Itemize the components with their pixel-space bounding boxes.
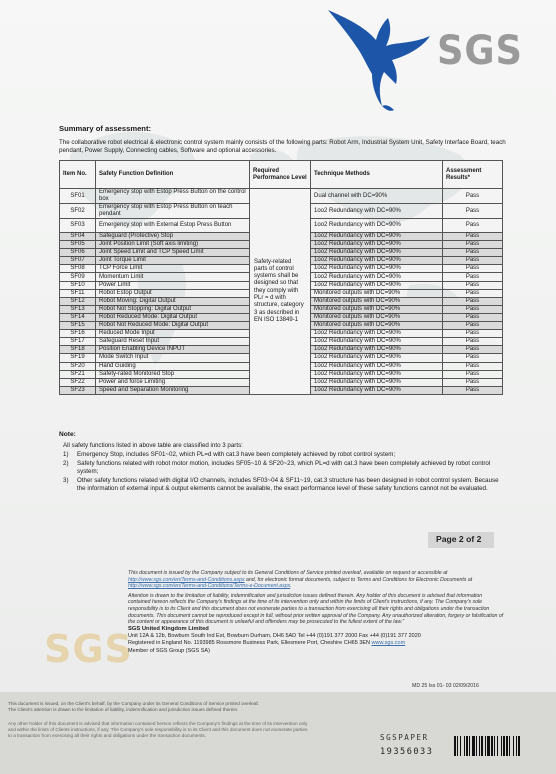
definition-cell: Safety-rated Monitored Stop	[96, 370, 250, 378]
header-definition: Safety Function Definition	[96, 161, 250, 189]
item-number-cell: SF13	[60, 305, 96, 313]
definition-cell: Safeguard (Protective) Stop	[96, 233, 250, 241]
item-number-cell: SF02	[60, 204, 96, 219]
result-cell: Pass	[443, 265, 503, 273]
barcode-bar	[509, 736, 510, 756]
method-cell: Monitored outputs with DC=90%	[311, 289, 443, 297]
summary-title: Summary of assessment:	[59, 124, 152, 133]
note-item-number: 2)	[63, 460, 69, 467]
company-registration	[128, 640, 508, 647]
intro-paragraph: The collaborative robot electrical & electronic control system mainly consists of the following parts: Robot Arm, Industrial System Unit, Safety Interface Board, teach pendant, Power Supply, Connecting cables, Software and optional accessories.	[59, 139, 506, 154]
definition-cell: Emergency stop with Estop Press Button on teach pendant	[96, 204, 250, 219]
result-cell: Pass	[443, 338, 503, 346]
page-number-box	[428, 532, 494, 548]
definition-cell: Emergency stop with External Estop Press Button	[96, 219, 250, 233]
barcode-bar	[513, 736, 514, 756]
method-cell: 1oo2 Redundancy with DC=90%	[311, 346, 443, 354]
method-cell: 1oo2 Redundancy with DC=90%	[311, 241, 443, 249]
definition-cell: Power and force Limiting	[96, 378, 250, 386]
note-item	[63, 460, 508, 476]
barcode-bar	[485, 736, 486, 756]
method-cell: Monitored outputs with DC=90%	[311, 322, 443, 330]
item-number-cell: SF22	[60, 378, 96, 386]
header-level: Required Performance Level	[250, 161, 311, 189]
definition-cell: Joint Torque Limit	[96, 257, 250, 265]
method-cell: 1oo2 Redundancy with DC=90%	[311, 338, 443, 346]
item-number-cell: SF15	[60, 322, 96, 330]
barcode-bar	[491, 736, 493, 756]
eagle-icon	[326, 2, 436, 114]
serial-number: 19356033	[380, 747, 434, 757]
header-item-no: Item No.	[60, 161, 96, 189]
definition-cell: Reduced Mode Input	[96, 330, 250, 338]
definition-cell: Momentum Limit	[96, 273, 250, 281]
item-number-cell: SF07	[60, 257, 96, 265]
method-cell: Dual channel with DC=90%	[311, 189, 443, 204]
result-cell: Pass	[443, 370, 503, 378]
performance-level-cell: Safety-related parts of control systems shall be designed so that they comply with PLr = d with structure, category 3 as described in EN ISO 13849-1	[250, 189, 311, 395]
result-cell: Pass	[443, 322, 503, 330]
definition-cell: Robot Estop Output	[96, 289, 250, 297]
document-reference: MD 25 Iss 01- 03 02/09/2016	[412, 683, 479, 689]
result-cell: Pass	[443, 281, 503, 289]
item-number-cell: SF18	[60, 346, 96, 354]
result-cell: Pass	[443, 249, 503, 257]
item-number-cell: SF03	[60, 219, 96, 233]
terms-link[interactable]: http://www.sgs.com/en/Terms-and-Conditions.aspx	[128, 576, 245, 583]
barcode-bar	[487, 736, 490, 756]
disclaimer-paragraph-1	[128, 570, 506, 590]
item-number-cell: SF12	[60, 297, 96, 305]
note-intro: All safety functions listed in above table are classified into 3 parts:	[63, 442, 243, 449]
footer-notice-line: The Client's attention is drawn to the limitation of liability, indemnification and jurisdiction issues defined therein.	[8, 707, 239, 712]
definition-cell: Position Enabling Device INPUT	[96, 346, 250, 354]
result-cell: Pass	[443, 305, 503, 313]
barcode-bar	[501, 736, 502, 756]
footer-notice	[8, 701, 328, 713]
barcode-bar	[503, 736, 505, 756]
item-number-cell: SF10	[60, 281, 96, 289]
barcode-bar	[466, 736, 468, 756]
barcode-bar	[497, 736, 498, 756]
method-cell: Monitored outputs with DC=90%	[311, 313, 443, 321]
result-cell: Pass	[443, 189, 503, 204]
method-cell: Monitored outputs with DC=90%	[311, 305, 443, 313]
result-cell: Pass	[443, 297, 503, 305]
definition-cell: Emergency stop with Estop Press Button on the control box	[96, 189, 250, 204]
method-cell: 1oo2 Redundancy with DC=90%	[311, 281, 443, 289]
result-cell: Pass	[443, 257, 503, 265]
result-cell: Pass	[443, 386, 503, 394]
company-block	[128, 626, 508, 655]
method-cell: 1oo2 Redundancy with DC=90%	[311, 330, 443, 338]
barcode-bar	[476, 736, 477, 756]
note-item-number: 3)	[63, 477, 69, 484]
method-cell: 1oo2 Redundancy with DC=90%	[311, 219, 443, 233]
item-number-cell: SF01	[60, 189, 96, 204]
definition-cell: Robot Not Reduced Mode: Digital Output	[96, 322, 250, 330]
definition-cell: TCP Force Limit	[96, 265, 250, 273]
note-item-text: Safety functions related with robot motor motion, includes SF05~10 & SF20~23, which PL=d with cat.3 have been completely achieved by robot control system;	[77, 460, 491, 475]
result-cell: Pass	[443, 330, 503, 338]
barcode-bar	[472, 736, 475, 756]
definition-cell: Speed and Separation Monitoring	[96, 386, 250, 394]
item-number-cell: SF19	[60, 354, 96, 362]
disclaimer-text: This document is issued by the Company subject to its General Conditions of Service printed overleaf, available on request or accessible at	[128, 570, 448, 576]
footer-notice-line: This document is issued, on the Client's behalf, by the Company under its General Conditions of Service printed overleaf.	[8, 701, 260, 706]
website-link[interactable]: www.sgs.com	[371, 640, 406, 647]
table-header-row	[60, 161, 503, 189]
barcode-bar	[464, 736, 465, 756]
e-document-terms-link[interactable]: http://www.sgs.com/en/Terms-and-Conditions/Terms-e-Document.aspx	[128, 583, 291, 590]
definition-cell: Mode Switch Input	[96, 354, 250, 362]
result-cell: Pass	[443, 241, 503, 249]
barcode-bar	[518, 736, 520, 756]
sgs-watermark-logo: SGS	[44, 627, 133, 671]
barcode-icon	[454, 736, 548, 756]
definition-cell: Joint Speed Limit and TCP Speed Limit	[96, 249, 250, 257]
method-cell: 1oo2 Redundancy with DC=90%	[311, 362, 443, 370]
disclaimer-text: and, for electronic format documents, subject to Terms and Conditions for Electronic Documents at	[244, 576, 473, 583]
note-item	[63, 477, 508, 493]
note-list	[63, 451, 508, 494]
table-row	[60, 189, 503, 204]
barcode-bar	[481, 736, 483, 756]
registration-text: Registered in England No. 1193985 Rossmore Business Park, Ellesmere Port, Cheshire CH65 3EN	[128, 640, 372, 647]
definition-cell: Joint Position Limit (Soft axis limiting)	[96, 241, 250, 249]
definition-cell: Robot Not Stopping: Digital Output	[96, 305, 250, 313]
item-number-cell: SF20	[60, 362, 96, 370]
company-address: Unit 12A & 12b, Bowburn South Ind Est, Bowburn Durham, DH6 5AD Tel +44 (0)191 377 2000 Fax +44 (0)191 377 2020	[128, 633, 421, 640]
definition-cell: Power Limit	[96, 281, 250, 289]
definition-cell: Safeguard Reset Input	[96, 338, 250, 346]
company-membership: Member of SGS Group (SGS SA)	[128, 647, 210, 654]
method-cell: 1oo2 Redundancy with DC=90%	[311, 386, 443, 394]
note-item-text: Other safety functions related with digital I/O channels, includes SF03~04 & SF11~19, cat.3 structure has been designed in robot control system. Because the information of external input & output elements cannot be available, the exact performance level of these safety functions cannot not be evaluated.	[77, 477, 499, 492]
method-cell: 1oo2 Redundancy with DC=90%	[311, 257, 443, 265]
note-item-text: Emergency Stop, includes SF01~02, which PL=d with cat.3 have been completely achieved by robot control system;	[77, 451, 396, 458]
note-item-number: 1)	[63, 451, 69, 458]
method-cell: Monitored outputs with DC=90%	[311, 297, 443, 305]
header-results: Assessment Results*	[443, 161, 503, 189]
footer-band	[0, 692, 556, 774]
item-number-cell: SF14	[60, 313, 96, 321]
header-methods: Technique Methods	[311, 161, 443, 189]
item-number-cell: SF09	[60, 273, 96, 281]
method-cell: 1oo2 Redundancy with DC=90%	[311, 370, 443, 378]
method-cell: 1oo2 Redundancy with DC=90%	[311, 233, 443, 241]
sgspaper-label: SGSPAPER	[380, 733, 429, 742]
definition-cell: Robot Moving: Digital Output	[96, 297, 250, 305]
result-cell: Pass	[443, 378, 503, 386]
item-number-cell: SF21	[60, 370, 96, 378]
method-cell: 1oo2 Redundancy with DC=90%	[311, 249, 443, 257]
item-number-cell: SF11	[60, 289, 96, 297]
footer-paragraph: Any other holder of this document is advised that information contained hereon reflects the Company's findings at the time of its intervention only and within the limits of Clients instructions, if any. The Company's sole responsibility is to its Client and this document does not exonerate parties to a transaction from exercising all their rights and obligations under the transaction documents.	[8, 721, 308, 738]
barcode-bar	[457, 736, 458, 756]
method-cell: 1oo2 Redundancy with DC=90%	[311, 204, 443, 219]
method-cell: 1oo2 Redundancy with DC=90%	[311, 265, 443, 273]
item-number-cell: SF06	[60, 249, 96, 257]
barcode-bar	[479, 736, 480, 756]
result-cell: Pass	[443, 219, 503, 233]
result-cell: Pass	[443, 354, 503, 362]
item-number-cell: SF04	[60, 233, 96, 241]
method-cell: 1oo2 Redundancy with DC=90%	[311, 273, 443, 281]
item-number-cell: SF23	[60, 386, 96, 394]
barcode-bar	[460, 736, 461, 756]
page-number: Page 2 of 2	[436, 534, 482, 544]
barcode-bar	[454, 736, 456, 756]
result-cell: Pass	[443, 233, 503, 241]
barcode-bar	[494, 736, 495, 756]
method-cell: 1oo2 Redundancy with DC=90%	[311, 378, 443, 386]
result-cell: Pass	[443, 289, 503, 297]
disclaimer-text: .	[290, 583, 292, 590]
note-item	[63, 451, 508, 459]
disclaimer	[128, 570, 506, 629]
method-cell: 1oo2 Redundancy with DC=90%	[311, 354, 443, 362]
company-name: SGS United Kingdom Limited	[128, 626, 209, 632]
definition-cell: Hand Guiding	[96, 362, 250, 370]
result-cell: Pass	[443, 362, 503, 370]
definition-cell: Robot Reduced Mode: Digital Output	[96, 313, 250, 321]
sgs-logo: SGS	[437, 28, 523, 74]
safety-function-table	[59, 160, 503, 395]
result-cell: Pass	[443, 204, 503, 219]
table-body	[60, 189, 503, 395]
result-cell: Pass	[443, 273, 503, 281]
item-number-cell: SF17	[60, 338, 96, 346]
result-cell: Pass	[443, 313, 503, 321]
barcode-bar	[506, 736, 508, 756]
disclaimer-paragraph-2: Attention is drawn to the limitation of liability, indemnification and jurisdiction issues defined therein. Any holder of this document is advised that information contained hereon reflects the Company's findings at the time of its intervention only and within the limits of Client's instructions, if any. The Company's sole responsibility is to its Client and this document does not exonerate parties to a transaction from exercising all their rights and obligations under the transaction documents. This document cannot be reproduced except in full, without prior written approval of the Company. Any unauthorized alteration, forgery or falsification of the content or appearance of this document is unlawful and offenders may be prosecuted to the fullest extent of the law."	[128, 592, 504, 626]
item-number-cell: SF05	[60, 241, 96, 249]
item-number-cell: SF16	[60, 330, 96, 338]
item-number-cell: SF08	[60, 265, 96, 273]
barcode-bar	[516, 736, 517, 756]
barcode-bar	[469, 736, 470, 756]
result-cell: Pass	[443, 346, 503, 354]
note-title: Note:	[59, 431, 76, 438]
